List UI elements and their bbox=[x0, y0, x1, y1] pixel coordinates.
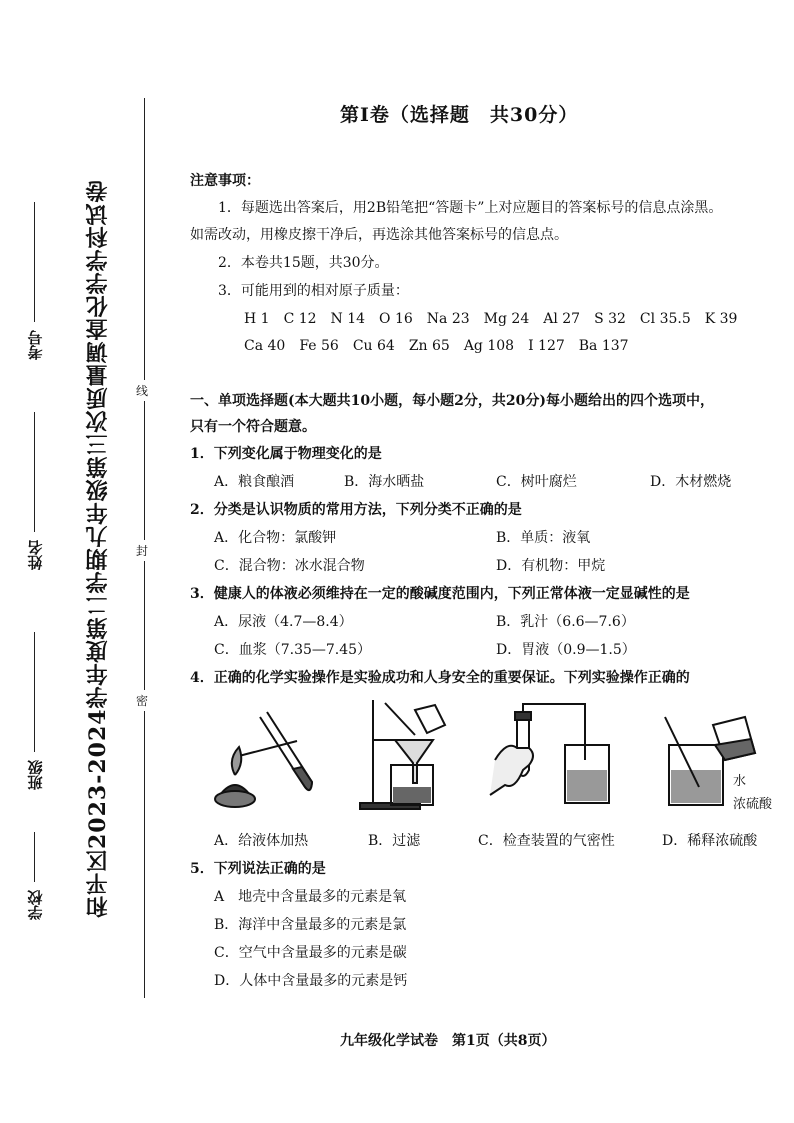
q1-option-d[interactable]: D．木材燃烧 bbox=[650, 474, 732, 490]
q4-stem: 4．正确的化学实验操作是实验成功和人身安全的重要保证。下列实验操作正确的 bbox=[190, 670, 690, 686]
atomic-masses-line1: H 1 C 12 N 14 O 16 Na 23 Mg 24 Al 27 S 32 Cl 35.5 K 39 bbox=[244, 311, 738, 327]
label-conc-sulfuric-acid: 浓硫酸 bbox=[733, 797, 773, 812]
filtration-figure bbox=[355, 695, 465, 815]
notice-item1-line1: 1．每题选出答案后，用2B铅笔把“答题卡”上对应题目的答案标号的信息点涂黑。 bbox=[218, 200, 723, 216]
q1-option-c[interactable]: C．树叶腐烂 bbox=[496, 474, 577, 490]
exam-number-field[interactable] bbox=[22, 190, 48, 360]
q4-option-c[interactable]: C．检查装置的气密性 bbox=[478, 833, 615, 849]
class-label: 班级 bbox=[26, 760, 45, 790]
notice-heading: 注意事项： bbox=[190, 173, 260, 189]
q4-option-a[interactable]: A．给液体加热 bbox=[214, 833, 309, 849]
school-blank[interactable] bbox=[35, 832, 36, 882]
q5-option-b[interactable]: B．海洋中含量最多的元素是氯 bbox=[214, 917, 407, 933]
seal-char-secret: 密 bbox=[136, 690, 148, 711]
exam-number-label: 考号 bbox=[26, 330, 45, 360]
name-field[interactable] bbox=[22, 400, 48, 570]
name-label: 姓名 bbox=[26, 540, 45, 570]
section1-heading-line1: 一、单项选择题(本大题共10小题，每小题2分，共20分)每小题给出的四个选项中， bbox=[190, 393, 714, 409]
exam-number-blank[interactable] bbox=[35, 202, 36, 322]
q2-option-b[interactable]: B．单质：液氧 bbox=[496, 530, 591, 546]
q2-option-d[interactable]: D．有机物：甲烷 bbox=[496, 558, 606, 574]
q3-option-d[interactable]: D．胃液（0.9—1.5） bbox=[496, 642, 636, 658]
atomic-masses-line2: Ca 40 Fe 56 Cu 64 Zn 65 Ag 108 I 127 Ba 137 bbox=[244, 338, 629, 354]
q5-option-c[interactable]: C．空气中含量最多的元素是碳 bbox=[214, 945, 407, 961]
seal-char-line: 线 bbox=[136, 380, 148, 401]
q4-option-b[interactable]: B．过滤 bbox=[368, 833, 421, 849]
page-footer: 九年级化学试卷 第1页（共8页） bbox=[340, 1033, 556, 1049]
seal-char-seal: 封 bbox=[136, 540, 148, 561]
q1-option-b[interactable]: B．海水晒盐 bbox=[344, 474, 425, 490]
name-blank[interactable] bbox=[35, 412, 36, 532]
school-field[interactable] bbox=[22, 830, 48, 920]
notice-item3: 3．可能用到的相对原子质量： bbox=[218, 283, 409, 299]
school-label: 学校 bbox=[26, 890, 45, 920]
q5-stem: 5．下列说法正确的是 bbox=[190, 861, 326, 877]
q3-option-b[interactable]: B．乳汁（6.6—7.6） bbox=[496, 614, 635, 630]
q2-option-c[interactable]: C．混合物：冰水混合物 bbox=[214, 558, 365, 574]
label-water: 水 bbox=[733, 774, 747, 789]
q1-stem: 1．下列变化属于物理变化的是 bbox=[190, 446, 382, 462]
q2-stem: 2．分类是认识物质的常用方法，下列分类不正确的是 bbox=[190, 502, 522, 518]
airtightness-check-figure bbox=[485, 700, 610, 815]
notice-item1-line2: 如需改动，用橡皮擦干净后，再选涂其他答案标号的信息点。 bbox=[190, 227, 568, 243]
q5-option-a[interactable]: A 地壳中含量最多的元素是氧 bbox=[214, 889, 407, 905]
q1-option-a[interactable]: A．粮食酿酒 bbox=[214, 474, 295, 490]
q3-option-c[interactable]: C．血浆（7.35—7.45） bbox=[214, 642, 372, 658]
page-title: 第Ⅰ卷（选择题 共30分） bbox=[340, 104, 579, 126]
heating-liquid-figure bbox=[205, 705, 325, 815]
class-field[interactable] bbox=[22, 620, 48, 790]
q2-option-a[interactable]: A．化合物：氯酸钾 bbox=[214, 530, 337, 546]
exam-title-vertical: 和平区2023-2024学年度第二学期九年级第三次质量调查化学学科试卷 bbox=[85, 179, 111, 918]
q3-option-a[interactable]: A．尿液（4.7—8.4） bbox=[214, 614, 353, 630]
q3-stem: 3．健康人的体液必须维持在一定的酸碱度范围内，下列正常体液一定显碱性的是 bbox=[190, 586, 690, 602]
q5-option-d[interactable]: D．人体中含量最多的元素是钙 bbox=[214, 973, 408, 989]
class-blank[interactable] bbox=[35, 632, 36, 752]
section1-heading-line2: 只有一个符合题意。 bbox=[190, 419, 316, 435]
q4-option-d[interactable]: D．稀释浓硫酸 bbox=[662, 833, 758, 849]
notice-item2: 2．本卷共15题，共30分。 bbox=[218, 255, 389, 271]
